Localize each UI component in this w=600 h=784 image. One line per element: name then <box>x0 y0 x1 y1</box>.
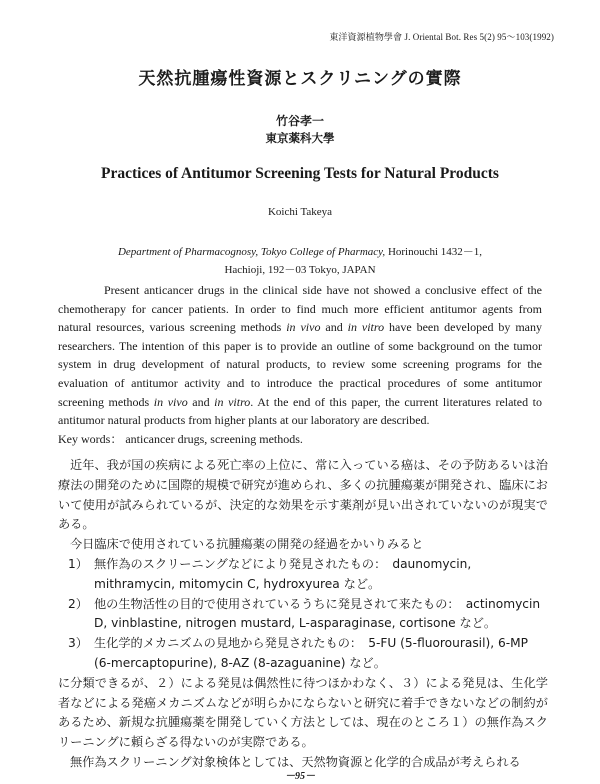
list-item-number: 2） <box>68 596 88 611</box>
body-paragraph-2: 今日臨床で使用されている抗腫瘍薬の開発の経過をかいりみると <box>70 537 424 552</box>
list-item-text: 他の生物活性の目的で使用されているうちに発見されて来たもの： actinomycin D, vinblastine, nitrogen mustard, L-asparaginase, cortisone など。 <box>94 596 541 631</box>
body-text <box>58 456 548 773</box>
and-text: and <box>320 320 348 335</box>
list-item-number: 1） <box>68 556 88 571</box>
body-paragraph-3: に分類できるが、２）による発見は偶然性に待つほかわなく、３）による発見は、生化学者などによる発癌メカニズムなどが明らかにならないと研究に着手できないなどの制約があるため、新規な抗腫瘍薬を開発していく方法としては、現在のところ１）の無作為スクリーニングに頼らざる得ないのが実際である。 <box>58 675 548 750</box>
author-japanese: 竹谷孝一 <box>275 114 324 128</box>
list-item <box>58 634 548 674</box>
in-vitro-term: in vitro <box>214 394 251 409</box>
keywords-label: Key words： <box>58 431 123 446</box>
list-item <box>58 595 548 635</box>
body-paragraph-1: 近年、我が国の疾病による死亡率の上位に、常に入っている癌は、その予防あるいは治療法の開発のために国際的規模で研究が進められ、多くの抗腫瘍薬が開発され、臨床において使用が試みられているが、決定的な効果を示す薬剤が見い出されていないのが現実である。 <box>58 458 548 532</box>
affiliation-address-1: Horinouchi 1432－1, <box>385 246 483 258</box>
abstract <box>58 281 542 448</box>
author-english: Koichi Takeya <box>267 206 333 218</box>
body-paragraph-4: 無作為スクリーニング対象検体としては、天然物資源と化学的合成品が考えられる <box>70 754 521 769</box>
title-japanese: 天然抗腫瘍性資源とスクリニングの實際 <box>138 69 462 88</box>
list-item <box>58 555 548 595</box>
list-item-number: 3） <box>68 636 88 651</box>
keywords-text: anticancer drugs, screening methods. <box>125 431 303 446</box>
and-text: and <box>187 394 215 409</box>
in-vitro-term: in vitro <box>347 320 385 335</box>
abstract-paragraph <box>58 281 542 430</box>
affiliation-english <box>0 243 600 279</box>
in-vivo-term: in vivo <box>153 394 188 409</box>
in-vivo-term: in vivo <box>286 320 321 335</box>
affiliation-department: Department of Pharmacognosy, Tokyo College of Pharmacy, <box>117 246 386 258</box>
abstract-text-a: Present anticancer drugs in the clinical side have not showed a conclusive effect of the chemotherapy for cancer patients. In order to find much more efficient antitumor agents from natural resources, various screening methods <box>58 283 542 335</box>
affiliation-address-2: Hachioji, 192－03 Tokyo, JAPAN <box>224 264 376 276</box>
title-english: Practices of Antitumor Screening Tests for Natural Products <box>101 165 499 182</box>
affiliation-japanese: 東京薬科大學 <box>265 133 335 145</box>
list-item-text: 無作為のスクリーニングなどにより発見されたもの： daunomycin, mithramycin, mitomycin C, hydroxyurea など。 <box>94 556 472 591</box>
keywords <box>58 430 542 449</box>
abstract-text-c: . At the end of this paper, the current literatures related to antitumor natural products from higher plants at our laboratory are described. <box>58 394 542 428</box>
list-item-text: 生化学的メカニズムの見地から発見されたもの： 5-FU (5-fluorourasil), 6-MP (6-mercaptopurine), 8-AZ (8-azaguanine) など。 <box>94 636 528 670</box>
journal-citation: 東洋資源植物學會 J. Oriental Bot. Res 5(2) 95～103(1992) <box>329 32 554 42</box>
abstract-text-b: have been developed by many researchers. The intention of this paper is to provide an outline of some background on the tumor system in drug development of natural products, to review some screening programs for the evaluation of antitumor activity and to introduce the practical procedures of some antitumor screening methods <box>58 320 542 409</box>
page-number: －95－ <box>285 771 315 782</box>
